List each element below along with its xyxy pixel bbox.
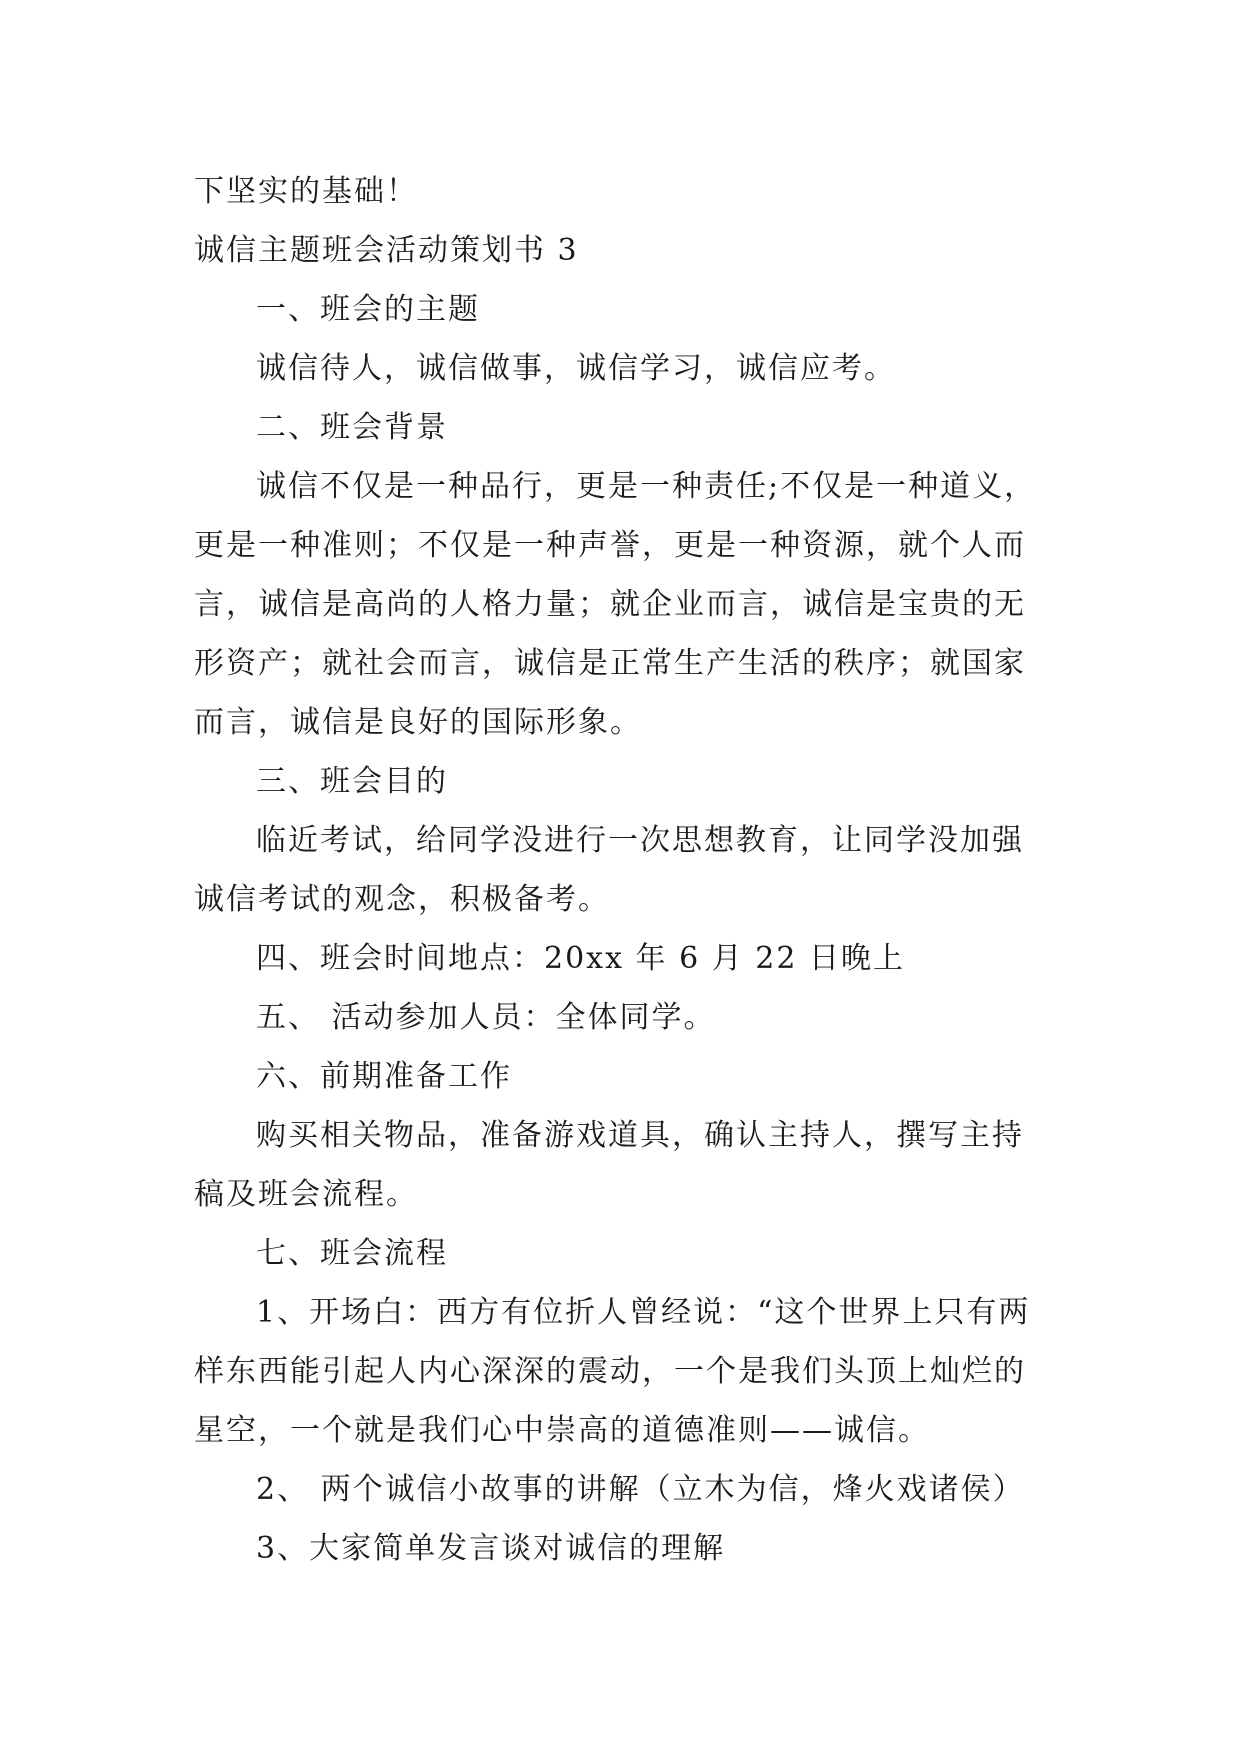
list-item: 2、 两个诚信小故事的讲解（立木为信，烽火戏诸侯） [256, 1472, 1025, 1507]
document-body [194, 162, 1054, 1578]
list-item: 1、开场白：西方有位折人曾经说：“这个世界上只有两 [256, 1295, 1031, 1330]
heading-background: 二、班会背景 [256, 410, 448, 445]
list-item: 3、大家简单发言谈对诚信的理解 [256, 1531, 726, 1566]
text-line: 购买相关物品，准备游戏道具，确认主持人，撰写主持 [256, 1118, 1024, 1153]
text-line: 而言，诚信是良好的国际形象。 [194, 705, 642, 740]
heading-time-place: 四、班会时间地点：20xx 年 6 月 22 日晚上 [256, 941, 905, 976]
heading-preparation: 六、前期准备工作 [256, 1059, 512, 1094]
text-line: 言，诚信是高尚的人格力量；就企业而言，诚信是宝贵的无 [194, 587, 1026, 622]
heading-participants: 五、 活动参加人员：全体同学。 [256, 1000, 716, 1035]
text-line: 样东西能引起人内心深深的震动，一个是我们头顶上灿烂的 [194, 1354, 1026, 1389]
heading-purpose: 三、班会目的 [256, 764, 448, 799]
text-line: 临近考试，给同学没进行一次思想教育，让同学没加强 [256, 823, 1024, 858]
text-line: 诚信待人，诚信做事，诚信学习，诚信应考。 [256, 351, 896, 386]
text-line: 诚信考试的观念，积极备考。 [194, 882, 610, 917]
text-line: 下坚实的基础！ [194, 174, 418, 209]
text-line: 稿及班会流程。 [194, 1177, 418, 1212]
text-line: 更是一种准则；不仅是一种声誉，更是一种资源，就个人而 [194, 528, 1026, 563]
section-title: 诚信主题班会活动策划书 3 [194, 233, 579, 268]
text-line: 星空，一个就是我们心中崇高的道德准则——诚信。 [194, 1413, 930, 1448]
text-line: 形资产；就社会而言，诚信是正常生产生活的秩序；就国家 [194, 646, 1026, 681]
heading-theme: 一、班会的主题 [256, 292, 480, 327]
heading-process: 七、班会流程 [256, 1236, 448, 1271]
text-line: 诚信不仅是一种品行，更是一种责任;不仅是一种道义， [256, 469, 1037, 504]
